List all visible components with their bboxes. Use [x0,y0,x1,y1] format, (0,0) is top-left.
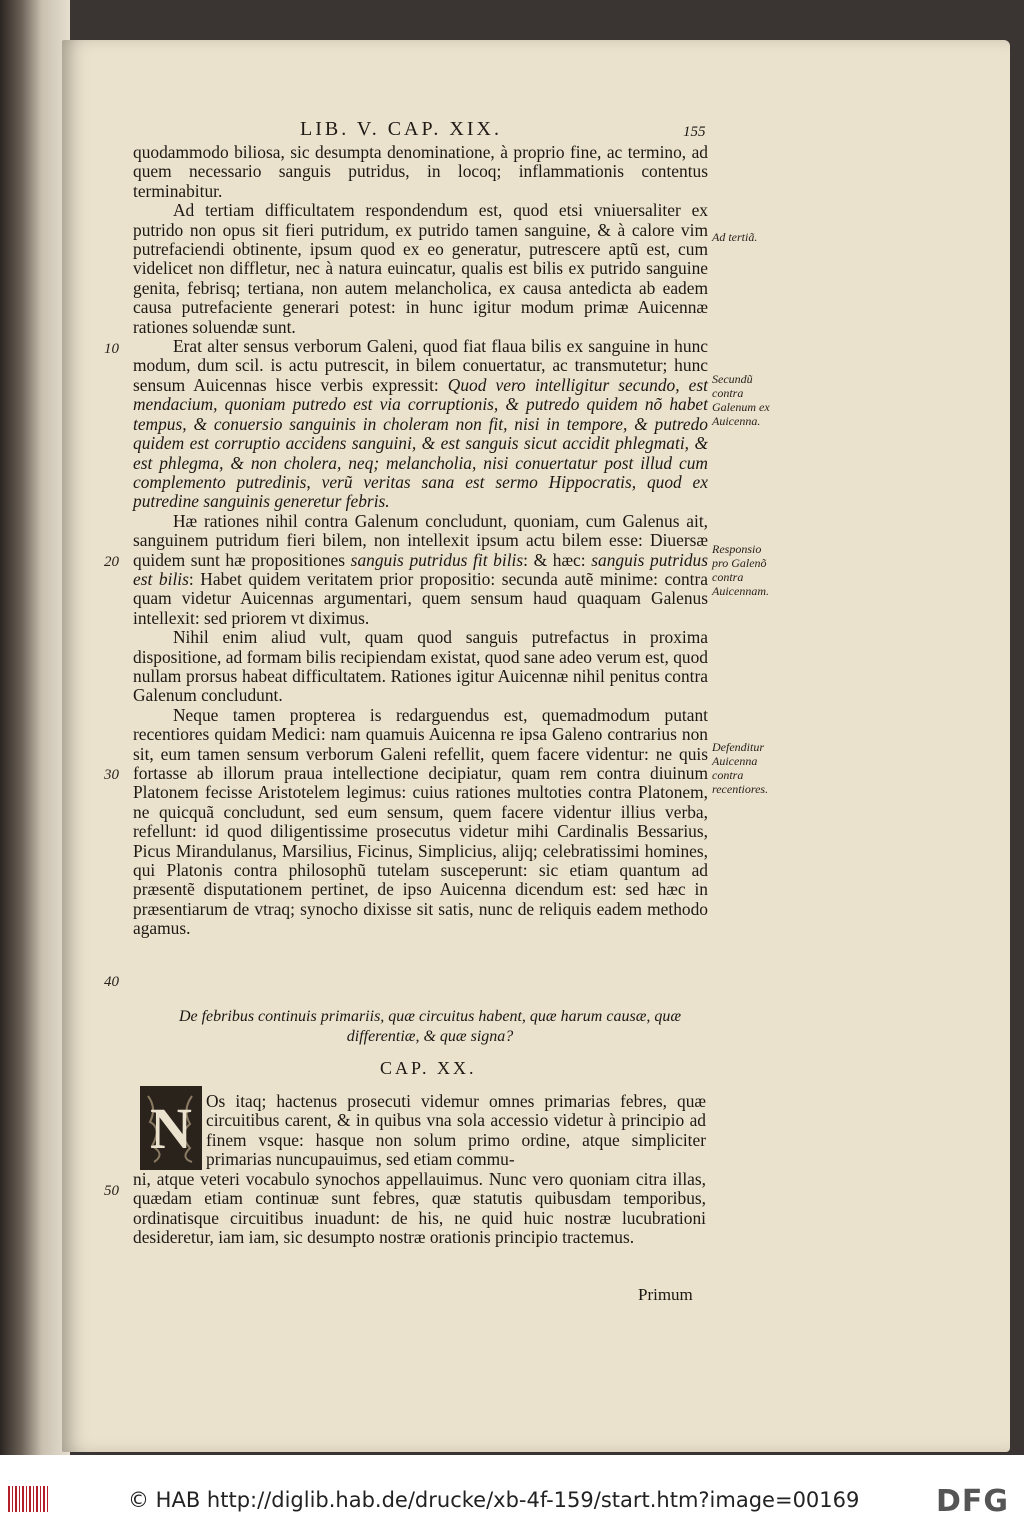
margin-note: Defenditur Auicenna contra recentiores. [712,740,769,796]
margin-note: Secundũ contra Galenum ex Auicenna. [712,372,770,428]
chapter-text-opening: Os itaq; hactenus prosecuti videmur omnes primarias febres, quæ circuitibus carent, & in quibus vna sola accessio videtur à principio ad finem vsque: hasque non solum primo ordine, atque simpliciter primarias nuncupauimus, sed etiam commu- [206,1091,706,1170]
line-number: 10 [104,341,119,357]
paragraph-text: Hæ rationes nihil contra Galenum concludunt, quoniam, cum Galenus ait, sanguinem putridum fieri bilem, non intellexit ipsum actu bilem esse: Diuersæ quidem sunt hæ propositiones [133,510,708,570]
main-text [133,143,708,939]
initial-letter-n-icon [142,1088,200,1168]
initial-letter: N [150,1096,192,1161]
chapter-heading: CAP. XX. [380,1058,477,1078]
running-head: LIB. V. CAP. XIX. [300,118,502,140]
margin-note: Ad tertiã. [712,230,758,244]
line-number: 50 [104,1183,119,1199]
footer-credit-link[interactable]: © HAB http://diglib.hab.de/drucke/xb-4f-159/start.htm?image=00169 [128,1488,860,1512]
decorated-initial [140,1086,202,1170]
proposition-2: sanguis putridus est bilis [133,549,708,589]
chapter-title: De febribus continuis primariis, quæ circuitus habent, quæ harum causæ, quæ differentiæ, & quæ signa? [178,1008,682,1045]
folio-number: 155 [683,124,706,140]
proposition-1: sanguis putridus fit bilis [350,549,524,570]
margin-note: Responsio pro Galenõ contra Auicennam. [712,542,769,598]
paragraph: quodammodo biliosa, sic desumpta denominatione, à proprio fine, ac termino, ad quem necessario sanguis putridus, in locoq; inflammationis contentus terminabitur. [133,142,708,201]
line-number: 20 [104,554,119,570]
proposition-join: : & hæc: [523,549,586,570]
barcode-icon [8,1486,48,1512]
paragraph-text: Erat alter sensus verborum Galeni, quod fiat flaua bilis ex sanguine in hunc modum, dum scil. is actu putrescit, in bilem conuertatur, ac transmutetur; hunc sensum Auicennas hisce verbis expressit: [133,336,708,395]
paragraph: Neque tamen propterea is redarguendus est, quemadmodum putant recentiores quidam Medici: nam quamuis Auicenna re ipsa Galeno contrarius non sit, eum tamen sensum verborum Galeni refellit, quem facere videntur: ne quis fortasse ab illorum praua intellectione decipiatur, quam rem contra diuinum Platonem fecisse Aristotelem legimus: cuius rationes multoties contra Platonem, ne quicquã concludunt, sed eum sensum, quem facere videntur illius verba, refellunt: id quod diligentissime prosecutus videtur mihi Cardinalis Bessarius, Picus Mirandulanus, Marsilius, Ficinus, Simplicius, alijq; celebratissimi homines, qui Platonis contra philosophũ tutelam susceperunt: sic etiam quantum ad præsentẽ disputationem pertinet, de ipso Auicenna dicendum est: sed hæc in præsentiarum de vtraq; synocho dixisse sit satis, nunc de reliquis eadem methodo agamus. [133,704,708,939]
paragraph: Ad tertiam difficultatem respondendum est, quod etsi vniuersaliter ex putrido non opus sit fieri putridum, ex putrido tamen sanguine, & à calore vim putrefaciendi obtinente, ipsum quod ex eo generatur, putrescere aptũ est, cum videlicet non diffletur, nec à natura euincatur, qualis est bilis ex putrido sanguine genita, febrisq; tertiana, non autem melancholica, ex causa antedicta ab eadem causa putrefaciente generari potest: in hunc igitur modum primæ Auicennæ rationes soluendæ sunt. [133,200,708,337]
book-edge [0,0,70,1455]
avicenna-quote: Quod vero intelligitur secundo, est mendacium, quoniam putredo est via corruptionis, & putredo quidem nõ habet tempus, & conuersio sanguinis in choleram non fit, nisi in tempore, & putredo quidem est corruptio accidens sanguini, & est sanguis sicut accidit phlegmati, & est phlegma, & non cholera, neq; melancholia, nisi conuertatur post illud cum complemento putredinis, verũ veritas sana est sermo Hippocratis, quod ex putredine sanguinis generetur febris. [133,374,708,512]
proposition-tail: : Habet quidem veritatem prior propositio: secunda autẽ minime: contra quam videtur Auicennas argumentari, quem sensum haud quaquam Galenus intellexit: sed priorem vt diximus. [133,568,708,628]
dfg-logo: DFG [936,1484,1010,1519]
paragraph [133,337,708,512]
catchword: Primum [638,1285,693,1304]
chapter-text-continued: ni, atque veteri vocabulo synochos appellauimus. Nunc vero quoniam citra illas, quædam etiam continuæ sunt febres, quæ statutis quibusdam temporibus, ordinatisque circuitibus inuadunt: de his, ne quid huic nostræ lucubrationi desideretur, iam iam, sic desumpto nostræ orationis principio tractemus. [133,1169,706,1248]
line-number: 30 [104,767,119,783]
paragraph [133,512,708,628]
paragraph: Nihil enim aliud vult, quam quod sanguis putrefactus in proxima dispositione, ad formam bilis recipiendam existat, quod sane adeo verum est, quod nullam prorsus habeat difficultatem. Rationes igitur Auicennæ nihil penitus contra Galenum concludunt. [133,627,708,706]
line-number: 40 [104,974,119,990]
